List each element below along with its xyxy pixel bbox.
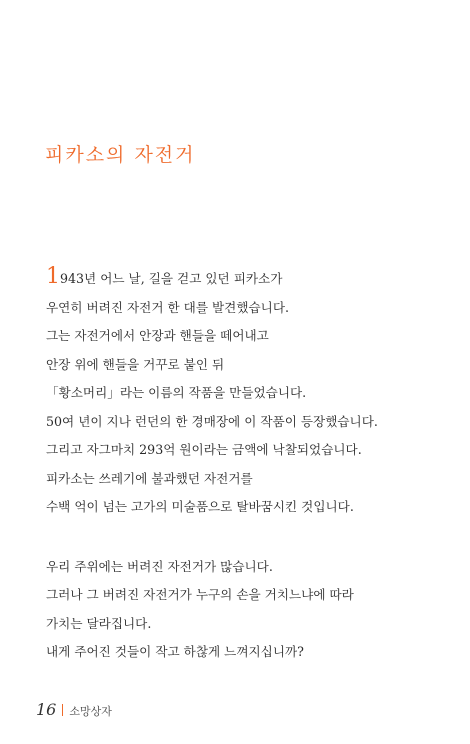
text-line: 그러나 그 버려진 자전거가 누구의 손을 거치느냐에 따라	[46, 587, 354, 602]
text-line: 우연히 버려진 자전거 한 대를 발견했습니다.	[46, 299, 289, 315]
chapter-title: 피카소의 자전거	[45, 144, 196, 166]
text-line: 「황소머리」라는 이름의 작품을 만들었습니다.	[46, 385, 307, 400]
text-line: 그리고 자그마치 293억 원이라는 금액에 낙찰되었습니다.	[46, 442, 362, 457]
text-line: 우리 주위에는 버려진 자전거가 많습니다.	[46, 558, 273, 574]
running-book-title: 소망상자	[69, 705, 112, 718]
drop-cap: 1	[46, 264, 60, 289]
text-line	[46, 265, 436, 294]
text-line: 수백 억이 넘는 고가의 미술품으로 탈바꿈시킨 것입니다.	[46, 499, 354, 514]
text-line: 내게 주어진 것들이 작고 하찮게 느껴지십니까?	[46, 644, 304, 659]
text-line: 피카소는 쓰레기에 불과했던 자전거를	[46, 470, 253, 486]
paragraph-2	[46, 553, 436, 667]
text-line: 50여 년이 지나 런던의 한 경매장에 이 작품이 등장했습니다.	[46, 413, 378, 429]
page-number: 16	[36, 700, 57, 719]
text-line: 그는 자전거에서 안장과 핸들을 떼어내고	[46, 328, 269, 343]
first-line-text: 943년 어느 날, 길을 걷고 있던 피카소가	[60, 271, 283, 286]
body-text	[46, 265, 436, 667]
text-line: 안장 위에 핸들을 거꾸로 붙인 뒤	[46, 356, 225, 372]
footer-divider	[62, 704, 63, 716]
paragraph-gap	[46, 522, 436, 553]
paragraph-1	[46, 265, 436, 522]
page-footer	[36, 700, 112, 719]
text-line: 가치는 달라집니다.	[46, 615, 152, 631]
